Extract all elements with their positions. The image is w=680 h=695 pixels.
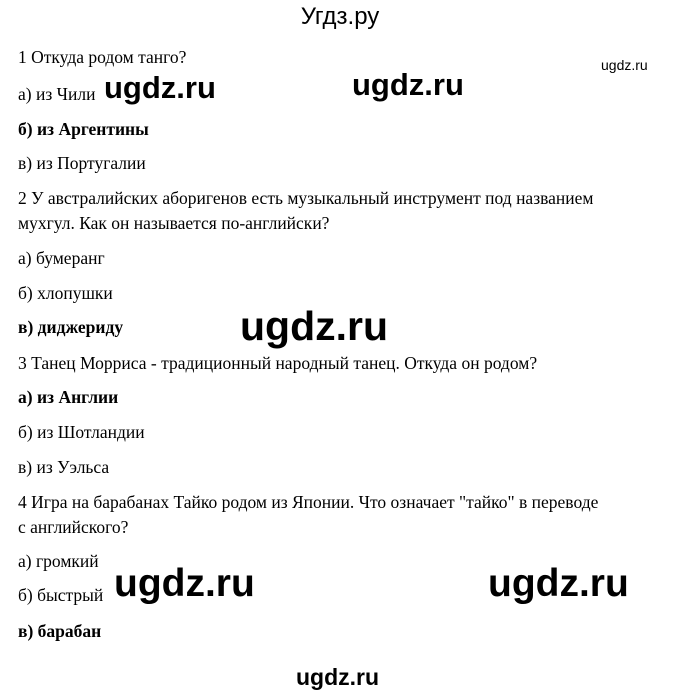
question-2-option-b: б) хлопушки [18, 283, 113, 303]
watermark-5: ugdz.ru [488, 562, 629, 605]
question-1-text: 1 Откуда родом танго? [18, 47, 187, 67]
question-1-option-a: а) из Чили [18, 84, 96, 104]
watermark-corner: ugdz.ru [601, 57, 648, 73]
question-4-text-line-1: 4 Игра на барабанах Тайко родом из Японии. Что означает "тайко" в переводе [18, 492, 599, 512]
watermark-2: ugdz.ru [352, 67, 464, 102]
question-3-option-b: б) из Шотландии [18, 422, 145, 442]
watermark-footer: ugdz.ru [296, 664, 380, 690]
question-4-option-a: а) громкий [18, 551, 99, 571]
question-3-text: 3 Танец Морриса - традиционный народный танец. Откуда он родом? [18, 353, 538, 373]
page-title: Угдз.ру [300, 3, 380, 30]
question-2-text-line-2: мухгул. Как он называется по-английски? [18, 213, 330, 233]
question-4-option-c-correct: в) барабан [18, 621, 102, 641]
question-1-option-c: в) из Португалии [18, 153, 146, 173]
question-1-option-b-correct: б) из Аргентины [18, 119, 149, 139]
watermark-1: ugdz.ru [104, 70, 216, 105]
watermark-4: ugdz.ru [114, 562, 255, 605]
question-2-option-c-correct: в) диджериду [18, 317, 124, 337]
question-3-option-c: в) из Уэльса [18, 457, 110, 477]
question-2-option-a: а) бумеранг [18, 248, 105, 268]
question-4-option-b: б) быстрый [18, 585, 104, 605]
question-4-text-line-2: с английского? [18, 517, 129, 537]
watermark-3: ugdz.ru [240, 303, 389, 349]
question-2-text-line-1: 2 У австралийских аборигенов есть музыкальный инструмент под названием [18, 188, 594, 208]
question-3-option-a-correct: а) из Англии [18, 387, 119, 407]
